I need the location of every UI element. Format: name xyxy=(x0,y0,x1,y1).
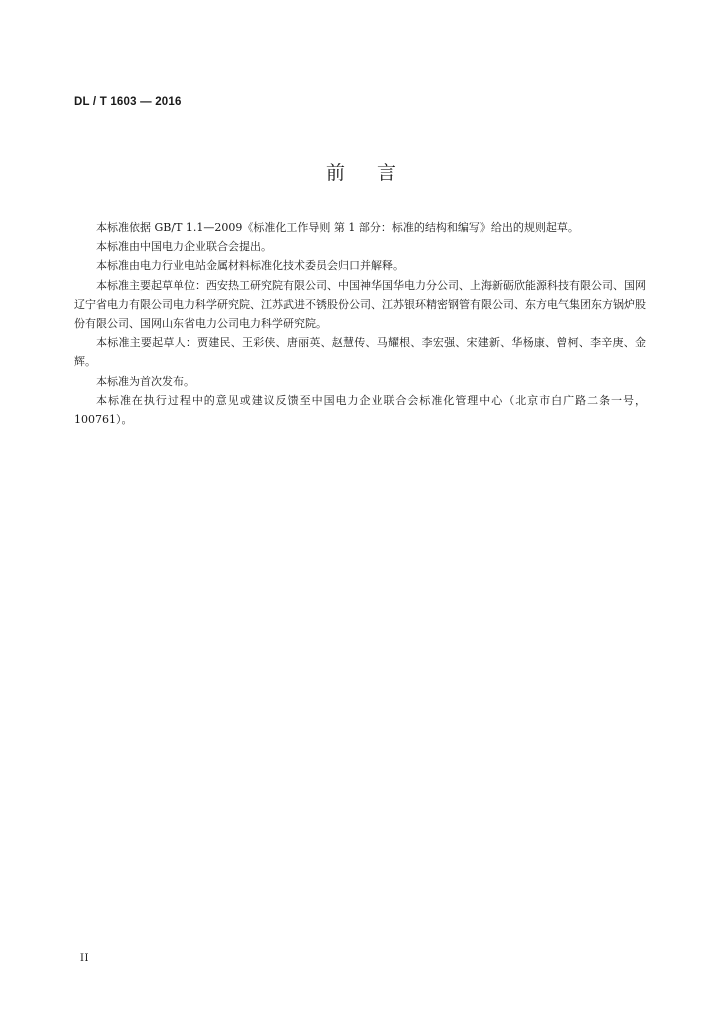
paragraph-first-release: 本标准为首次发布。 xyxy=(96,374,195,388)
page-number: II xyxy=(80,953,89,964)
paragraph-drafting-units: 本标准主要起草单位：西安热工研究院有限公司、中国神华国华电力分公司、上海新砺欣能源科技有限公司、国网辽宁省电力有限公司电力科学研究院、江苏武进不锈股份公司、江苏银环精密钢管有限公司、东方电气集团东方锅炉股份有限公司、国网山东省电力公司电力科学研究院。 xyxy=(74,278,646,331)
paragraph-feedback: 本标准在执行过程中的意见或建议反馈至中国电力企业联合会标准化管理中心（北京市白广路二条一号，100761）。 xyxy=(74,393,646,427)
paragraph-drafters: 本标准主要起草人：贾建民、王彩侠、唐丽英、赵慧传、马耀根、李宏强、宋建新、华杨康、曾柯、李辛庚、金辉。 xyxy=(74,336,646,369)
title-char-1: 前 xyxy=(325,162,347,184)
page-title xyxy=(0,158,724,185)
standard-code: DL / T 1603 — 2016 xyxy=(74,96,182,108)
title-char-2: 言 xyxy=(377,162,399,184)
paragraph-drafting-rules: 本标准依据 GB/T 1.1—2009《标准化工作导则 第 1 部分：标准的结构和编写》给出的规则起草。 xyxy=(96,221,579,234)
foreword-body xyxy=(74,218,646,429)
paragraph-administrator: 本标准由电力行业电站金属材料标准化技术委员会归口并解释。 xyxy=(96,259,404,273)
paragraph-proposer: 本标准由中国电力企业联合会提出。 xyxy=(96,240,272,254)
